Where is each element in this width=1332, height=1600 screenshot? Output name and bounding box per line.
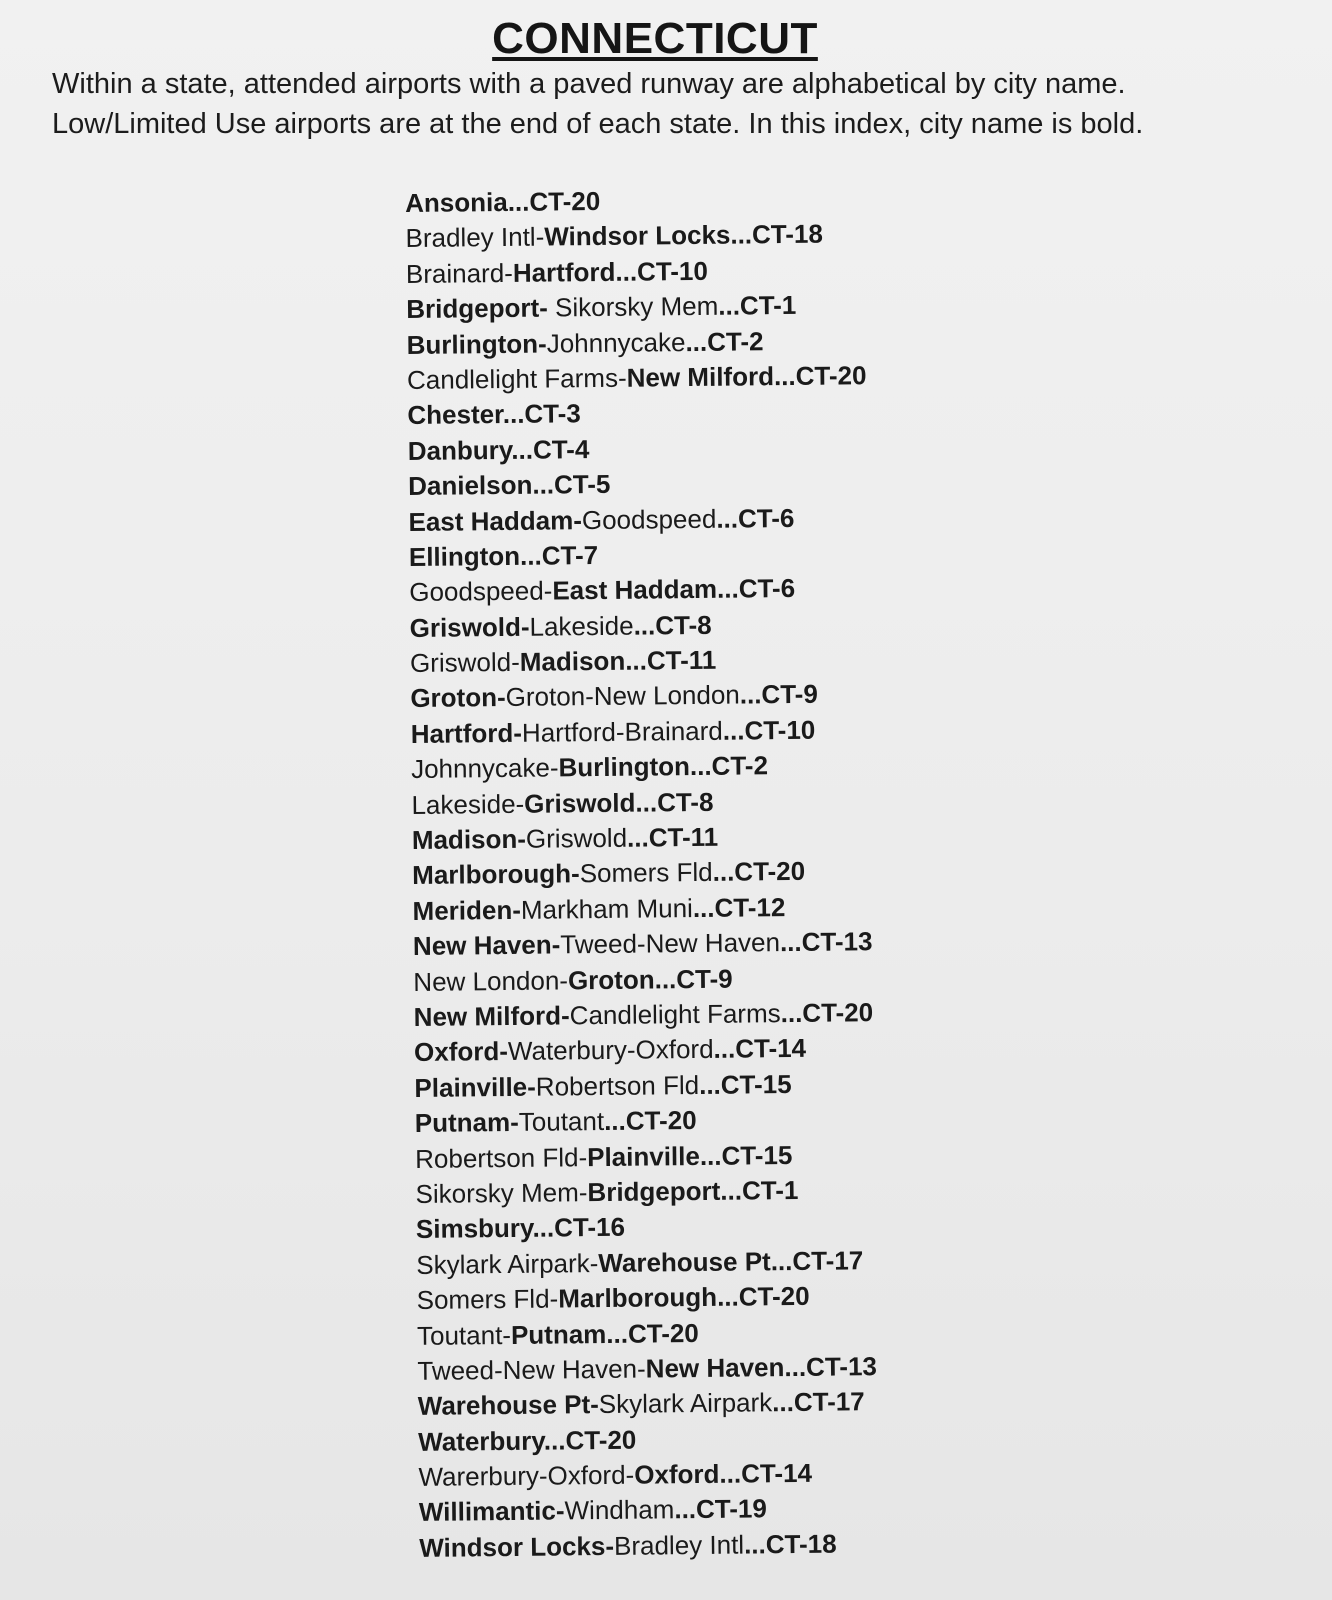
index-entry	[411, 712, 871, 752]
index-entry	[407, 358, 867, 398]
index-entry	[409, 570, 869, 610]
entry-text: Bradley Intl	[613, 1529, 745, 1561]
entry-bold-text: Burlington...CT-2	[558, 750, 769, 783]
page-title: CONNECTICUT	[492, 14, 818, 63]
entry-bold-text: Ansonia...CT-20	[405, 185, 601, 218]
index-entry	[414, 995, 874, 1035]
entry-bold-text: Bridgeport-	[406, 292, 548, 325]
entry-bold-text: ...CT-18	[743, 1528, 837, 1560]
entry-bold-text: Chester...CT-3	[407, 398, 581, 431]
index-entry	[417, 1314, 877, 1354]
entry-bold-text: East Haddam...CT-6	[552, 573, 796, 606]
entry-bold-text: Meriden-	[412, 894, 522, 926]
entry-bold-text: ...CT-13	[779, 926, 873, 958]
entry-bold-text: ...CT-11	[626, 821, 719, 853]
entry-bold-text: ...CT-20	[780, 997, 874, 1029]
entry-bold-text: Danbury...CT-4	[407, 433, 590, 466]
entry-text: Toutant	[518, 1106, 605, 1138]
entry-bold-text: Ellington...CT-7	[408, 539, 599, 572]
entry-bold-text: Plainville-	[414, 1071, 536, 1103]
index-entry	[418, 1384, 878, 1424]
entry-bold-text: Simsbury...CT-16	[415, 1212, 626, 1245]
entry-text: Brainard-	[405, 257, 514, 289]
index-entry	[406, 323, 866, 363]
entry-bold-text: ...CT-8	[633, 609, 712, 641]
intro-line-1: Within a state, attended airports with a paved runway are alphabetical by city name.	[52, 68, 1126, 100]
entry-text: Griswold	[525, 822, 628, 854]
entry-bold-text: ...CT-12	[692, 891, 786, 923]
index-entry	[413, 924, 873, 964]
index-entry	[412, 854, 872, 894]
entry-text: Candlelight Farms-	[406, 362, 627, 395]
entry-text: Tweed-New Haven	[560, 927, 781, 960]
entry-text: Lakeside-	[411, 788, 525, 820]
index-entry	[416, 1278, 876, 1318]
index-entry	[405, 181, 865, 221]
entry-bold-text: East Haddam-	[408, 504, 583, 537]
entry-bold-text: Putnam...CT-20	[510, 1317, 699, 1350]
entry-text: Warerbury-Oxford-	[418, 1459, 635, 1492]
entry-bold-text: ...CT-10	[722, 714, 816, 746]
index-entry	[406, 252, 866, 292]
entry-bold-text: Warehouse Pt...CT-17	[598, 1244, 864, 1278]
entry-text: Somers Fld-	[416, 1283, 559, 1316]
index-entry	[414, 1066, 874, 1106]
entry-text: Groton-New London	[505, 679, 740, 713]
entry-bold-text: New Haven...CT-13	[645, 1351, 878, 1384]
entry-bold-text: Waterbury...CT-20	[417, 1424, 637, 1457]
entry-bold-text: Burlington-	[406, 328, 547, 360]
intro-line-2: Low/Limited Use airports are at the end of each state. In this index, city name is bold.	[52, 108, 1144, 140]
entry-bold-text: Windsor Locks...CT-18	[544, 219, 824, 252]
entry-text: Toutant-	[416, 1319, 512, 1351]
entry-text: Johnnycake-	[410, 752, 559, 785]
entry-text: Markham Muni	[520, 892, 694, 925]
entry-text: Somers Fld	[579, 857, 713, 889]
index-entry	[408, 500, 868, 540]
entry-bold-text: Warehouse Pt-	[417, 1389, 599, 1422]
index-entry	[409, 606, 869, 646]
index-entry	[416, 1207, 876, 1247]
index-entry	[417, 1349, 877, 1389]
entry-text: Waterbury-Oxford	[507, 1034, 714, 1067]
entry-bold-text: Hartford...CT-10	[512, 255, 709, 288]
entry-text: Sikorsky Mem	[547, 290, 719, 323]
entry-bold-text: New Haven-	[412, 929, 561, 962]
index-entry	[413, 960, 873, 1000]
entry-text: Sikorsky Mem-	[415, 1177, 588, 1209]
entry-text: Hartford-Brainard	[521, 715, 723, 748]
index-entry	[414, 1031, 874, 1071]
entry-bold-text: Oxford-	[413, 1036, 509, 1068]
entry-bold-text: ...CT-20	[712, 856, 806, 888]
index-entry	[405, 217, 865, 257]
entry-bold-text: ...CT-1	[718, 290, 797, 321]
entry-bold-text: New Milford-	[413, 1000, 570, 1032]
entry-text: New London-	[413, 964, 569, 997]
entry-bold-text: ...CT-19	[674, 1493, 768, 1525]
index-entry	[418, 1455, 878, 1495]
index-entry	[412, 889, 872, 929]
index-entry	[407, 394, 867, 434]
entry-text: Tweed-New Haven-	[417, 1353, 646, 1386]
entry-bold-text: Griswold-	[409, 611, 530, 643]
entry-bold-text: Oxford...CT-14	[634, 1457, 813, 1490]
entry-bold-text: Willimantic-	[418, 1495, 565, 1528]
index-entry	[410, 641, 870, 681]
entry-bold-text: Marlborough...CT-20	[558, 1280, 810, 1314]
entry-bold-text: Hartford-	[410, 717, 523, 749]
entry-text: Skylark Airpark-	[416, 1247, 599, 1280]
index-entry	[411, 783, 871, 823]
entry-bold-text: Groton...CT-9	[567, 963, 733, 995]
entry-bold-text: ...CT-14	[713, 1033, 807, 1065]
entry-bold-text: ...CT-9	[739, 679, 818, 710]
index-entry	[409, 535, 869, 575]
entry-bold-text: ...CT-20	[603, 1105, 697, 1137]
index-entry	[415, 1172, 875, 1212]
entry-text: Skylark Airpark	[598, 1387, 773, 1420]
entry-text: Windham	[564, 1494, 675, 1526]
entry-bold-text: ...CT-17	[772, 1386, 865, 1418]
index-entry	[411, 747, 871, 787]
index-entry	[419, 1491, 879, 1531]
entry-text: Goodspeed-	[409, 575, 553, 608]
entry-bold-text: Griswold...CT-8	[524, 786, 714, 819]
entry-text: Griswold-	[409, 646, 520, 679]
entry-bold-text: Madison-	[411, 823, 527, 855]
entry-text: Johnnycake	[546, 326, 686, 359]
entry-bold-text: ...CT-6	[716, 502, 795, 534]
entry-text: Lakeside	[529, 610, 634, 642]
entry-bold-text: Windsor Locks-	[419, 1530, 615, 1563]
entry-bold-text: Danielson...CT-5	[407, 468, 611, 502]
intro-text	[52, 64, 1322, 144]
index-entry	[416, 1243, 876, 1283]
entry-text: Bradley Intl-	[405, 221, 545, 254]
index-entry	[415, 1137, 875, 1177]
entry-bold-text: ...CT-2	[685, 325, 764, 357]
index-entry	[406, 287, 866, 327]
index-entry	[415, 1101, 875, 1141]
entry-text: Robertson Fld	[535, 1069, 700, 1102]
entry-text: Candlelight Farms	[569, 998, 781, 1031]
entry-bold-text: Putnam-	[414, 1107, 519, 1139]
index-entry	[410, 677, 870, 717]
entry-text: Goodspeed	[581, 503, 717, 535]
airport-index-list	[405, 181, 879, 1566]
entry-bold-text: Groton-	[410, 682, 506, 714]
index-entry	[419, 1526, 879, 1566]
index-entry	[418, 1420, 878, 1460]
entry-bold-text: Plainville...CT-15	[586, 1139, 793, 1172]
entry-bold-text: ...CT-15	[698, 1068, 792, 1100]
index-entry	[408, 464, 868, 504]
entry-bold-text: New Milford...CT-20	[626, 360, 867, 393]
entry-text: Robertson Fld-	[415, 1141, 588, 1174]
entry-bold-text: Madison...CT-11	[519, 644, 717, 677]
entry-bold-text: Bridgeport...CT-1	[587, 1174, 799, 1208]
index-entry	[408, 429, 868, 469]
entry-bold-text: Marlborough-	[412, 858, 580, 891]
index-entry	[412, 818, 872, 858]
